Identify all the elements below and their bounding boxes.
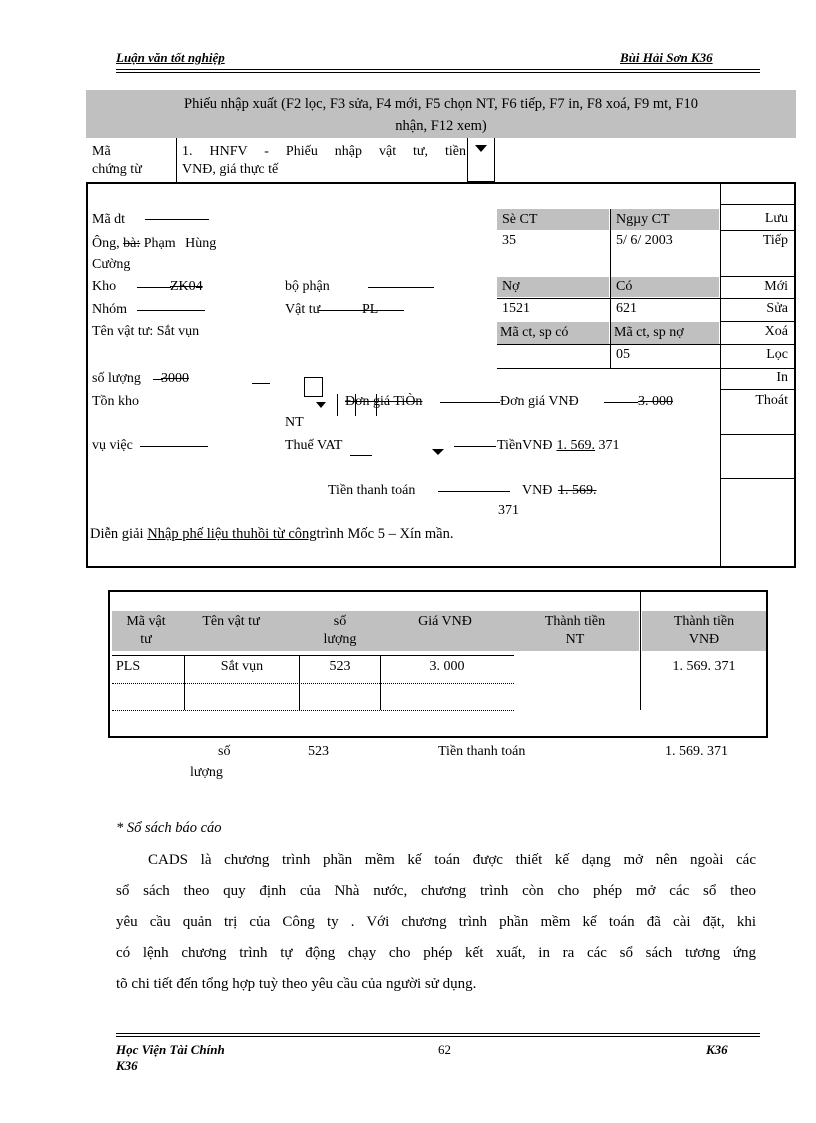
chevron-down-icon[interactable] — [432, 449, 444, 455]
ma-ct-sp-co-header — [497, 322, 609, 344]
ma-chung-tu-label-1: Mã — [92, 144, 111, 159]
ma-ct-sp-no-value[interactable]: 05 — [616, 347, 630, 362]
ton-kho-label: Tồn kho — [92, 394, 140, 409]
divider — [720, 230, 796, 231]
button-column-divider — [720, 182, 721, 568]
report-line-5: tõ chi tiết đến tổng hợp tuỳ theo yêu cầu của người sử dụng. — [116, 976, 477, 992]
don-gia-vnd-value[interactable]: 3. 000 — [638, 394, 673, 409]
grid-header-tt-vnd[interactable] — [642, 613, 766, 649]
footer-rule-2 — [116, 1036, 760, 1037]
tiep-button[interactable]: Tiếp — [762, 233, 788, 248]
grid-header-ma-l1: Mã vật — [126, 614, 166, 629]
tien-vnd-field — [497, 438, 620, 454]
in-button[interactable]: In — [776, 370, 788, 385]
kho-line — [137, 287, 171, 288]
divider — [112, 710, 514, 711]
ma-ct-sp-co-label: Mã ct, sp có — [500, 325, 569, 340]
ma-dt-label: Mã dt — [92, 212, 126, 227]
loc-button[interactable]: Lọc — [766, 347, 788, 362]
grid-header-ten[interactable] — [185, 613, 277, 631]
grid-header-tt-nt-l1: Thành tiền — [544, 614, 606, 629]
ong-ba-label: Ông, — [92, 236, 120, 251]
ma-dt-field[interactable] — [92, 212, 125, 228]
vat-tu-value[interactable]: PL — [362, 302, 379, 317]
header-left: Luận văn tốt nghiệp — [116, 50, 225, 65]
footer-left-1: Học Viện Tài Chính — [116, 1042, 225, 1057]
ma-chung-tu-value-2: VNĐ, giá thực tế — [182, 162, 279, 177]
report-line-3: yêu cầu quản trị của Công ty . Với chương trình phần mềm kế toán đã cài đặt, khi — [116, 914, 756, 930]
divider — [112, 683, 514, 684]
divider — [720, 368, 796, 369]
form-title-line2: nhận, F12 xem) — [395, 118, 487, 134]
report-heading: * Sổ sách báo cáo — [116, 820, 222, 836]
grid-header-tt-nt-l2: NT — [565, 632, 585, 647]
report-line-1: CADS là chương trình phần mềm kế toán được thiết kế dạng mở nên ngoài các — [148, 852, 756, 868]
total-so-label-2: lượng — [190, 765, 223, 780]
divider — [252, 383, 270, 384]
divider — [720, 298, 796, 299]
footer-left — [116, 1042, 225, 1074]
grid-header-tt-nt[interactable] — [520, 613, 630, 649]
grid-header-so-luong-l1: số — [333, 614, 347, 629]
grid-header-tt-vnd-l2: VNĐ — [688, 632, 720, 647]
no-label: Nợ — [502, 279, 520, 294]
total-tt-label: Tiền thanh toán — [438, 744, 526, 759]
divider — [497, 298, 720, 299]
divider — [720, 321, 796, 322]
ma-chung-tu-dropdown[interactable] — [467, 138, 495, 182]
dien-giai-label: Diễn giải — [90, 526, 144, 542]
so-ct-value[interactable]: 35 — [502, 233, 516, 248]
divider — [497, 344, 720, 345]
divider — [153, 379, 163, 380]
total-so-label-1: số — [218, 744, 231, 759]
chevron-down-icon[interactable] — [316, 402, 326, 408]
grid-header-gia-l1: Giá VNĐ — [418, 614, 472, 629]
so-luong-value[interactable]: 3000 — [161, 371, 189, 386]
grid-divider — [640, 590, 641, 710]
ngay-ct-header — [611, 209, 719, 230]
ma-ct-sp-no-label: Mã ct, sp nợ — [614, 325, 684, 340]
tien-thanh-toan-value[interactable]: 1. 569. — [558, 483, 597, 498]
co-value[interactable]: 621 — [616, 301, 637, 316]
grid-header-gia[interactable] — [395, 613, 495, 631]
dien-giai-tail: trình Mốc 5 – Xín mần. — [316, 526, 454, 542]
co-header — [611, 277, 719, 297]
divider — [604, 402, 638, 403]
dien-giai-value: Nhập phế liệu thuhồi từ công — [147, 526, 317, 542]
ong-ba-field[interactable] — [92, 233, 272, 275]
ten-vat-tu-value: Sắt vụn — [156, 324, 200, 339]
page-number: 62 — [438, 1042, 451, 1057]
divider — [720, 276, 796, 277]
dien-giai-field[interactable] — [90, 526, 453, 543]
divider — [350, 455, 372, 456]
ma-chung-tu-label — [92, 143, 142, 179]
tien-thanh-toan-vnd: VNĐ — [522, 483, 553, 498]
row-tt-vnd: 1. 569. 371 — [672, 659, 736, 674]
vat-tu-label: Vật tư — [285, 302, 321, 317]
so-ct-header — [497, 209, 609, 230]
grid-header-tt-vnd-l1: Thành tiền — [673, 614, 735, 629]
nt-checkbox[interactable] — [304, 377, 323, 397]
vu-viec-label: vụ việc — [92, 438, 133, 453]
row-gia: 3. 000 — [429, 659, 465, 674]
grid-header-so-luong-l2: lượng — [323, 632, 357, 647]
ten-vat-tu-field — [92, 324, 199, 340]
tien-vnd-value[interactable]: 1. 569. — [556, 438, 595, 453]
grid-header-ten-l1: Tên vật tư — [202, 614, 260, 629]
table-row[interactable] — [112, 659, 766, 681]
divider — [176, 138, 177, 182]
tien-thanh-toan-label: Tiền thanh toán — [328, 483, 416, 498]
divider — [337, 394, 338, 416]
header-right: Bùi Hải Sơn K36 — [620, 50, 713, 65]
ma-chung-tu-value-1: 1. HNFV - Phiếu nhập vật tư, tiền — [182, 144, 466, 159]
divider — [440, 402, 500, 403]
so-ct-label: Sè CT — [502, 212, 538, 227]
footer-right: K36 — [706, 1042, 728, 1057]
row-ten: Sắt vụn — [220, 659, 264, 674]
chevron-down-icon — [475, 145, 487, 152]
so-luong-label: số lượng — [92, 371, 141, 386]
total-tt-value: 1. 569. 371 — [665, 744, 728, 759]
vu-viec-input[interactable] — [140, 446, 208, 447]
ngay-ct-label: Ngµy CT — [616, 212, 670, 227]
luu-button[interactable]: Lưu — [764, 211, 788, 226]
tien-vnd-label: TiềnVNĐ — [497, 438, 553, 453]
ong-ba-value-2: Cường — [92, 257, 131, 272]
don-gia-vnd-label: Đơn giá VNĐ — [500, 394, 579, 409]
grid-header-so-luong[interactable] — [305, 613, 375, 649]
divider — [720, 434, 796, 435]
thue-vat-label: Thuế VAT — [285, 438, 343, 453]
row-ma: PLS — [116, 659, 141, 674]
ten-vat-tu-label: Tên vật tư: — [92, 324, 154, 339]
form-title-bar — [86, 90, 796, 138]
bo-phan-input[interactable] — [368, 287, 434, 288]
form-title-line1: Phiếu nhập xuất (F2 lọc, F3 sửa, F4 mới, F5 chọn NT, F6 tiếp, F7 in, F8 xoá, F9 mt, F10 — [184, 96, 698, 112]
xoa-button[interactable]: Xoá — [764, 324, 788, 339]
no-value[interactable]: 1521 — [502, 301, 530, 316]
divider — [720, 478, 796, 479]
divider — [720, 204, 796, 205]
tien-vnd-value-tail: 371 — [598, 438, 620, 453]
kho-value[interactable]: ZK04 — [170, 279, 203, 294]
ma-dt-line — [145, 219, 209, 220]
kho-label: Kho — [92, 279, 117, 294]
header-rule — [116, 69, 760, 70]
ma-ct-sp-no-header — [611, 322, 719, 344]
nhom-label: Nhóm — [92, 302, 127, 317]
nhom-input[interactable] — [137, 310, 205, 311]
grid-header-ma[interactable] — [112, 613, 180, 649]
divider — [438, 491, 510, 492]
footer-left-2: K36 — [116, 1058, 138, 1073]
ong-ba-value-1: Phạm Hùng — [143, 236, 217, 251]
bo-phan-label: bộ phận — [285, 279, 330, 294]
ngay-ct-value[interactable]: 5/ 6/ 2003 — [616, 233, 673, 248]
tien-thanh-toan-tail: 371 — [498, 503, 519, 518]
row-so-luong: 523 — [329, 659, 351, 674]
ma-chung-tu-value[interactable] — [182, 143, 466, 179]
sua-button[interactable]: Sửa — [766, 301, 788, 316]
no-header — [497, 277, 609, 297]
header-rule-2 — [116, 72, 760, 73]
total-so-value: 523 — [308, 744, 329, 759]
thoat-button[interactable]: Thoát — [755, 393, 788, 408]
divider — [112, 655, 514, 656]
nt-label: NT — [285, 415, 304, 430]
divider — [454, 446, 496, 447]
grid-header-ma-l2: tư — [140, 632, 152, 647]
ma-chung-tu-label-2: chứng từ — [92, 162, 142, 177]
divider — [497, 368, 720, 369]
divider — [720, 389, 796, 390]
moi-button[interactable]: Mới — [764, 279, 788, 294]
footer-rule — [116, 1033, 760, 1034]
vat-tu-line — [318, 310, 404, 311]
report-line-4: có lệnh chương trình tự động chạy cho phép kết xuất, in ra các sổ sách tương ứng — [116, 945, 756, 961]
report-line-2: sổ sách theo quy định của Nhà nước, chương trình còn cho phép mở các sổ theo — [116, 883, 756, 899]
co-label: Có — [616, 279, 633, 294]
divider — [720, 344, 796, 345]
don-gia-tien-label: Đơn giá TiÒn — [345, 394, 423, 409]
ba-strike: bà: — [123, 236, 141, 251]
